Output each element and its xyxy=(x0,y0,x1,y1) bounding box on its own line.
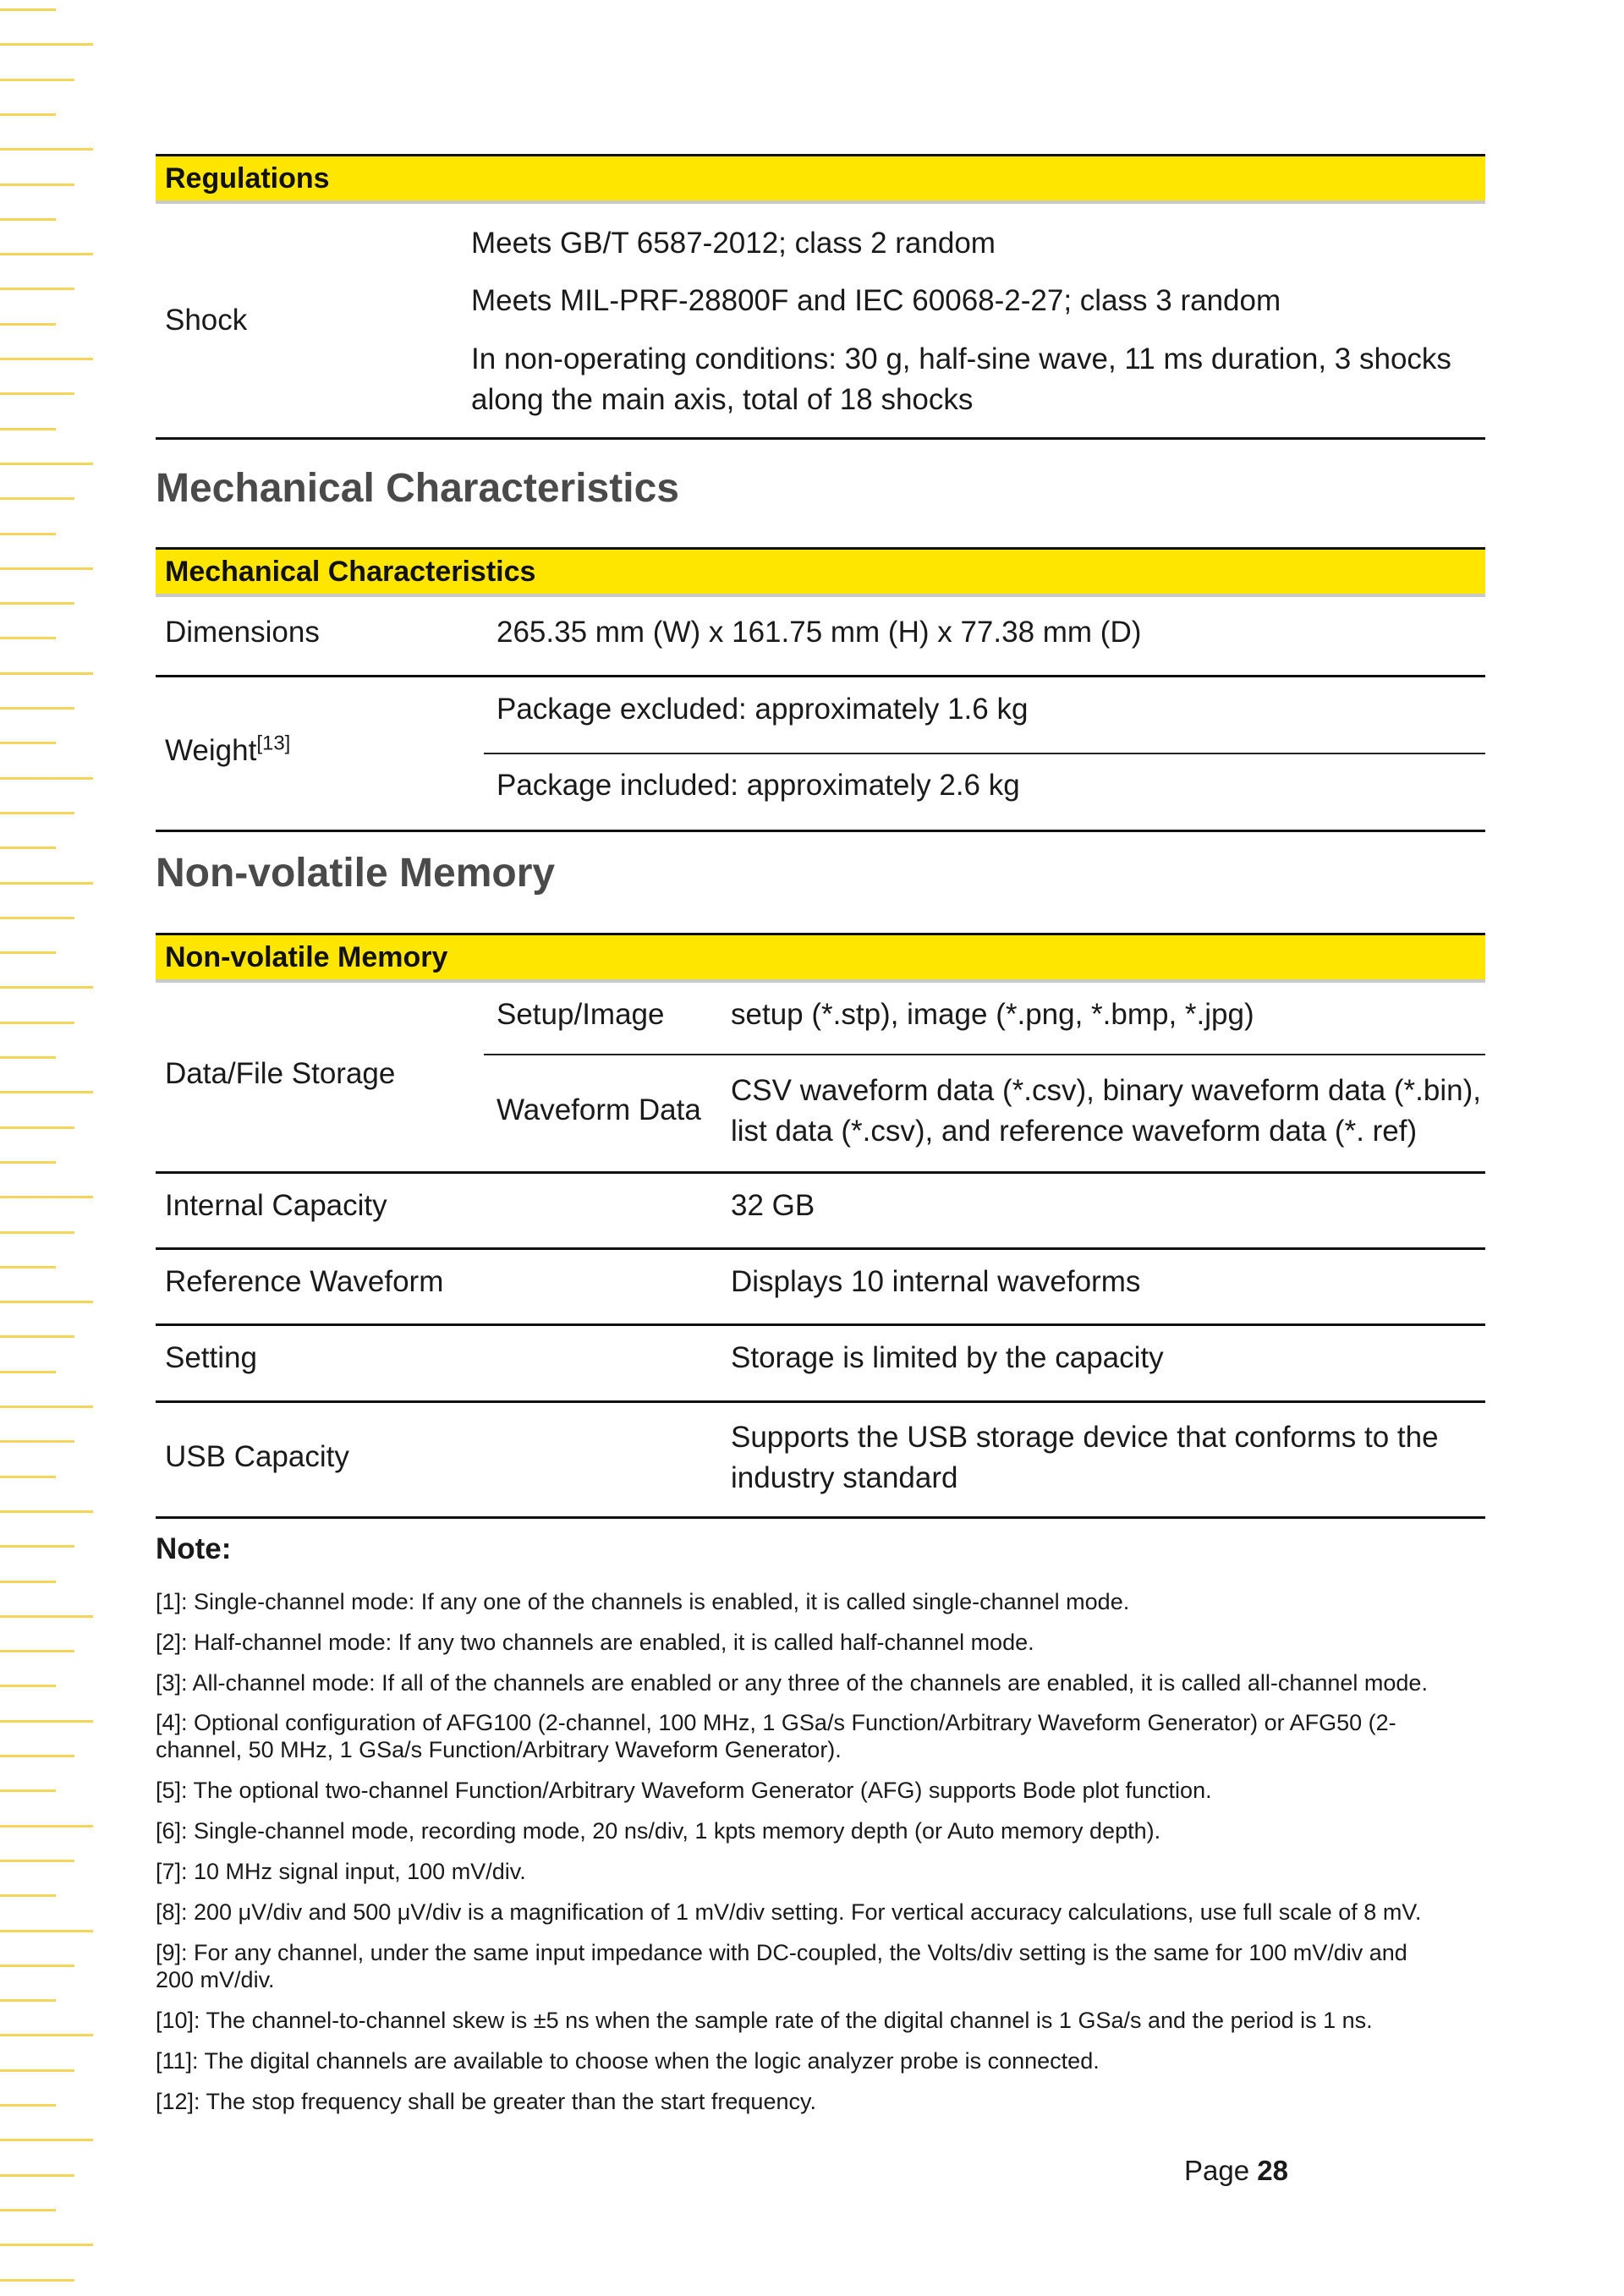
waveform-value-line-2: list data (*.csv), and reference waveform data (*. ref) xyxy=(731,1115,1418,1148)
weight-label xyxy=(165,731,290,771)
note-4-cont: channel, 50 MHz, 1 GSa/s Function/Arbitrary Waveform Generator). xyxy=(156,1737,842,1762)
shock-line-2: Meets MIL-PRF-28800F and IEC 60068-2-27; class 3 random xyxy=(471,284,1281,317)
refwave-value: Displays 10 internal waveforms xyxy=(731,1265,1141,1298)
margin-line xyxy=(0,2279,74,2282)
margin-line xyxy=(0,1930,93,1932)
margin-line xyxy=(0,1545,74,1548)
usb-value-line-2: industry standard xyxy=(731,1461,958,1494)
note-5: [5]: The optional two-channel Function/Arbitrary Waveform Generator (AFG) supports Bode plot function. xyxy=(156,1778,1212,1803)
margin-line xyxy=(0,777,93,780)
margin-line xyxy=(0,148,93,151)
margin-line xyxy=(0,1999,56,2002)
memory-table-header: Non-volatile Memory xyxy=(156,935,1485,983)
notes-title: Note: xyxy=(156,1532,232,1565)
margin-line xyxy=(0,533,56,535)
note-12: [12]: The stop frequency shall be greater than the start frequency. xyxy=(156,2089,816,2114)
margin-line xyxy=(0,1196,93,1198)
weight-footnote-ref: [13] xyxy=(256,732,291,755)
margin-line xyxy=(0,602,74,605)
waveform-value-line-1: CSV waveform data (*.csv), binary waveform data (*.bin), xyxy=(731,1074,1481,1107)
regulations-table-bottom-rule xyxy=(156,437,1485,440)
margin-line xyxy=(0,2139,93,2141)
capacity-row-rule xyxy=(156,1247,1485,1250)
margin-line xyxy=(0,358,93,360)
note-9: [9]: For any channel, under the same input impedance with DC-coupled, the Volts/div setting is the same for 100 mV/div and xyxy=(156,1940,1407,1965)
memory-table-bottom-rule xyxy=(156,1516,1485,1519)
margin-line xyxy=(0,1476,56,1478)
margin-line xyxy=(0,742,56,744)
setup-label: Setup/Image xyxy=(497,998,665,1031)
margin-line xyxy=(0,1266,56,1269)
note-6: [6]: Single-channel mode, recording mode, 20 ns/div, 1 kpts memory depth (or Auto memory depth). xyxy=(156,1818,1161,1844)
margin-line xyxy=(0,8,56,11)
margin-line xyxy=(0,567,93,570)
margin-line xyxy=(0,672,93,675)
note-9-cont: 200 mV/div. xyxy=(156,1967,275,1992)
margin-line xyxy=(0,1056,56,1059)
margin-line xyxy=(0,917,74,919)
capacity-label: Internal Capacity xyxy=(165,1189,387,1222)
margin-line xyxy=(0,2174,74,2177)
margin-line xyxy=(0,1161,56,1164)
margin-line xyxy=(0,1825,93,1827)
memory-section-title: Non-volatile Memory xyxy=(156,851,556,896)
weight-excluded-value: Package excluded: approximately 1.6 kg xyxy=(497,693,1029,726)
margin-line xyxy=(0,43,93,46)
margin-line xyxy=(0,113,56,116)
margin-line xyxy=(0,707,74,710)
margin-line xyxy=(0,1371,56,1373)
shock-line-3: In non-operating conditions: 30 g, half-sine wave, 11 ms duration, 3 shocks xyxy=(471,342,1451,375)
refwave-row-rule xyxy=(156,1323,1485,1326)
usb-label: USB Capacity xyxy=(165,1440,349,1473)
refwave-label: Reference Waveform xyxy=(165,1265,444,1298)
margin-line xyxy=(0,951,56,954)
note-11: [11]: The digital channels are available to choose when the logic analyzer probe is connected. xyxy=(156,2048,1100,2074)
storage-label: Data/File Storage xyxy=(165,1057,396,1090)
margin-line xyxy=(0,882,93,885)
capacity-value: 32 GB xyxy=(731,1189,815,1222)
margin-line xyxy=(0,1860,74,1862)
storage-row-rule xyxy=(156,1171,1485,1174)
margin-line xyxy=(0,1650,74,1652)
shock-line-1: Meets GB/T 6587-2012; class 2 random xyxy=(471,227,996,260)
mechanical-table-bottom-rule xyxy=(156,830,1485,832)
margin-line xyxy=(0,1022,74,1024)
mechanical-section-title: Mechanical Characteristics xyxy=(156,466,679,511)
margin-line xyxy=(0,463,93,465)
margin-line xyxy=(0,1126,74,1129)
note-2: [2]: Half-channel mode: If any two channels are enabled, it is called half-channel mode. xyxy=(156,1630,1034,1655)
margin-line xyxy=(0,1615,93,1618)
margin-line xyxy=(0,288,74,290)
margin-line xyxy=(0,1894,56,1897)
margin-line xyxy=(0,1685,56,1687)
margin-line xyxy=(0,1406,93,1408)
note-4: [4]: Optional configuration of AFG100 (2-channel, 100 MHz, 1 GSa/s Function/Arbitrary Waveform Generator) or AFG50 (2- xyxy=(156,1710,1396,1735)
dimensions-row-rule xyxy=(156,675,1485,677)
margin-line xyxy=(0,637,56,639)
margin-line xyxy=(0,1720,93,1723)
shock-line-4: along the main axis, total of 18 shocks xyxy=(471,383,974,416)
margin-line xyxy=(0,2104,56,2107)
setting-row-rule xyxy=(156,1400,1485,1403)
setting-value: Storage is limited by the capacity xyxy=(731,1341,1164,1374)
weight-included-value: Package included: approximately 2.6 kg xyxy=(497,769,1020,802)
margin-line xyxy=(0,253,93,255)
margin-line xyxy=(0,812,74,814)
shock-label: Shock xyxy=(165,304,248,337)
note-7: [7]: 10 MHz signal input, 100 mV/div. xyxy=(156,1859,526,1884)
setup-value: setup (*.stp), image (*.png, *.bmp, *.jpg) xyxy=(731,998,1254,1031)
margin-line xyxy=(0,2209,56,2211)
note-10: [10]: The channel-to-channel skew is ±5 ns when the sample rate of the digital channel is 1 GSa/s and the period is 1 ns. xyxy=(156,2008,1373,2033)
margin-line xyxy=(0,323,56,326)
page-number-label: Page xyxy=(1184,2155,1250,2186)
margin-line xyxy=(0,1301,93,1303)
setup-row-rule xyxy=(484,1054,1485,1055)
mechanical-table-header: Mechanical Characteristics xyxy=(156,550,1485,597)
regulations-table xyxy=(156,154,1485,440)
margin-line xyxy=(0,1789,56,1792)
margin-line xyxy=(0,218,56,221)
note-8: [8]: 200 μV/div and 500 μV/div is a magnification of 1 mV/div setting. For vertical accuracy calculations, use full scale of 8 mV. xyxy=(156,1899,1422,1925)
waveform-label: Waveform Data xyxy=(497,1093,701,1126)
margin-line xyxy=(0,1755,74,1757)
regulations-table-header: Regulations xyxy=(156,156,1485,204)
dimensions-label: Dimensions xyxy=(165,616,320,649)
margin-line xyxy=(0,1440,74,1443)
margin-line xyxy=(0,1510,93,1513)
memory-table xyxy=(156,933,1485,1519)
margin-line xyxy=(0,1231,74,1234)
margin-line xyxy=(0,1581,56,1583)
margin-line xyxy=(0,2034,93,2036)
margin-line xyxy=(0,79,74,81)
margin-line xyxy=(0,847,56,849)
setting-label: Setting xyxy=(165,1341,257,1374)
page-number-value: 28 xyxy=(1257,2155,1288,2186)
margin-line xyxy=(0,1964,74,1967)
page-number xyxy=(1184,2155,1288,2187)
margin-line xyxy=(0,2244,93,2246)
margin-decoration xyxy=(0,0,102,2296)
margin-line xyxy=(0,184,74,186)
margin-line xyxy=(0,1091,93,1093)
dimensions-value: 265.35 mm (W) x 161.75 mm (H) x 77.38 mm (D) xyxy=(497,616,1142,649)
weight-inner-rule xyxy=(484,753,1485,754)
note-1: [1]: Single-channel mode: If any one of the channels is enabled, it is called single-channel mode. xyxy=(156,1589,1130,1614)
mechanical-table xyxy=(156,547,1485,833)
margin-line xyxy=(0,2069,74,2072)
margin-line xyxy=(0,497,74,500)
margin-line xyxy=(0,428,56,430)
margin-line xyxy=(0,1335,74,1338)
margin-line xyxy=(0,392,74,395)
margin-line xyxy=(0,986,93,989)
note-3: [3]: All-channel mode: If all of the channels are enabled or any three of the channels are enabled, it is called all-channel mode. xyxy=(156,1670,1428,1696)
weight-label-text: Weight xyxy=(165,734,257,767)
usb-value-line-1: Supports the USB storage device that conforms to the xyxy=(731,1421,1439,1454)
